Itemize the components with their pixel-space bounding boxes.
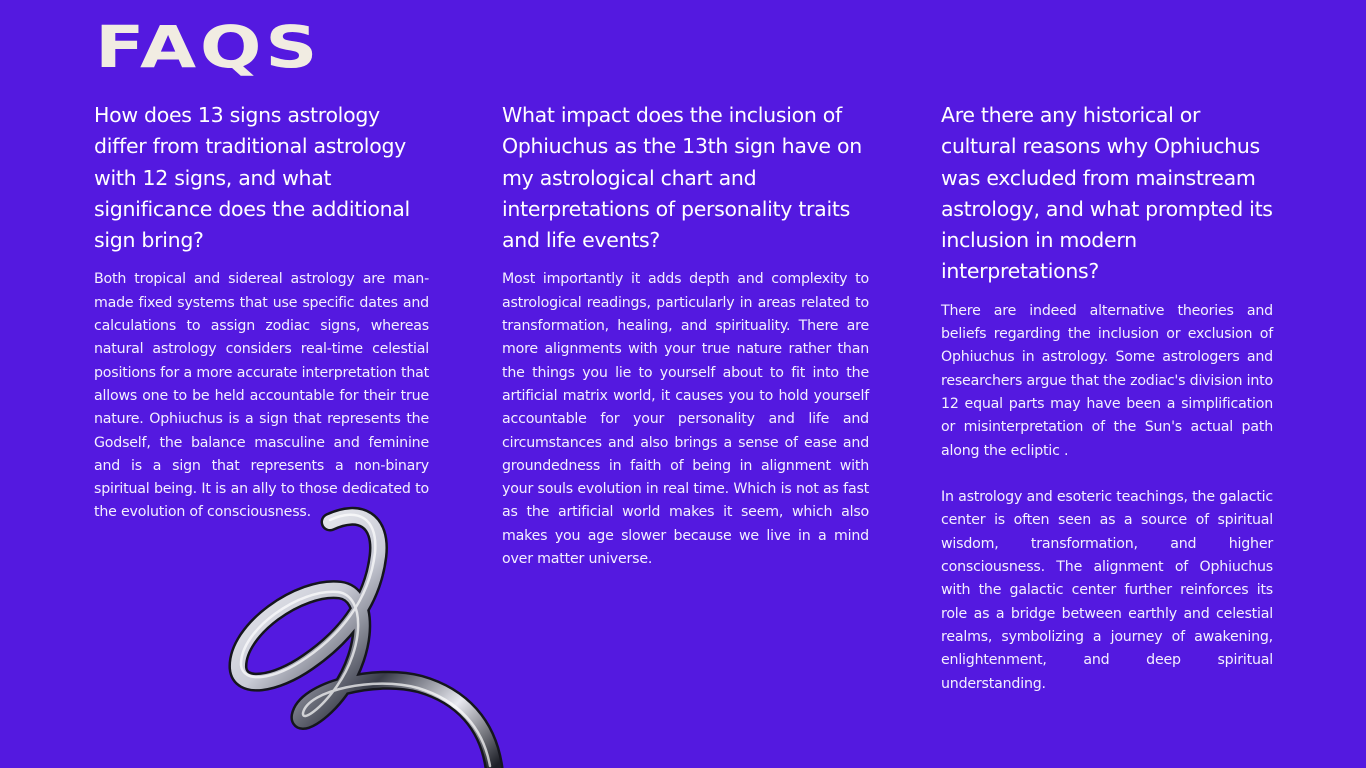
faq-item-1 xyxy=(94,100,429,525)
faq-answer: Most importantly it adds depth and complexity to astrological readings, particularly in areas related to transformation, healing, and spirituality. There are more alignments with your true nature rather than the things you lie to yourself about to fit into the artificial matrix world, it causes you to hold yourself accountable for your personality and life and circumstances and also brings a sense of ease and groundedness in faith of being in alignment with your souls evolution in real time. Which is not as fast as the artificial world makes it seem, which also makes you age slower because we live in a mind over matter universe. xyxy=(502,271,869,568)
faq-question: Are there any historical or cultural reasons why Ophiuchus was excluded from mainstream astrology, and what prompted its inclusion in modern interpretations? xyxy=(941,103,1273,284)
page-title: FAQS xyxy=(95,13,322,81)
chrome-spiral-icon xyxy=(225,505,515,768)
faq-question: How does 13 signs astrology differ from traditional astrology with 12 signs, and what significance does the additional sign bring? xyxy=(94,103,410,253)
faq-item-3 xyxy=(941,100,1273,696)
faq-answer: There are indeed alternative theories and beliefs regarding the inclusion or exclusion of Ophiuchus in astrology. Some astrologers and researchers argue that the zodiac's division into 12 equal parts may have been a simplification or misinterpretation of the Sun's actual path along the ecliptic . xyxy=(941,302,1274,459)
faq-item-2 xyxy=(502,100,869,571)
faq-answer: Both tropical and sidereal astrology are man-made fixed systems that use specific dates and calculations to assign zodiac signs, whereas natural astrology considers real-time celestial positions for a more accurate interpretation that allows one to be held accountable for their true nature. Ophiuchus is a sign that represents the Godself, the balance masculine and feminine and is a sign that represents a non-binary spiritual being. It is an ally to those dedicated to the evolution of consciousness. xyxy=(94,271,429,521)
faq-answer: In astrology and esoteric teachings, the galactic center is often seen as a source of spiritual wisdom, transformation, and higher consciousness. The alignment of Ophiuchus with the galactic center further reinforces its role as a bridge between earthly and celestial realms, symbolizing a journey of awakening, enlightenment, and deep spiritual understanding. xyxy=(941,489,1274,692)
faq-question: What impact does the inclusion of Ophiuchus as the 13th sign have on my astrological chart and interpretations of personality traits and life events? xyxy=(502,103,862,253)
